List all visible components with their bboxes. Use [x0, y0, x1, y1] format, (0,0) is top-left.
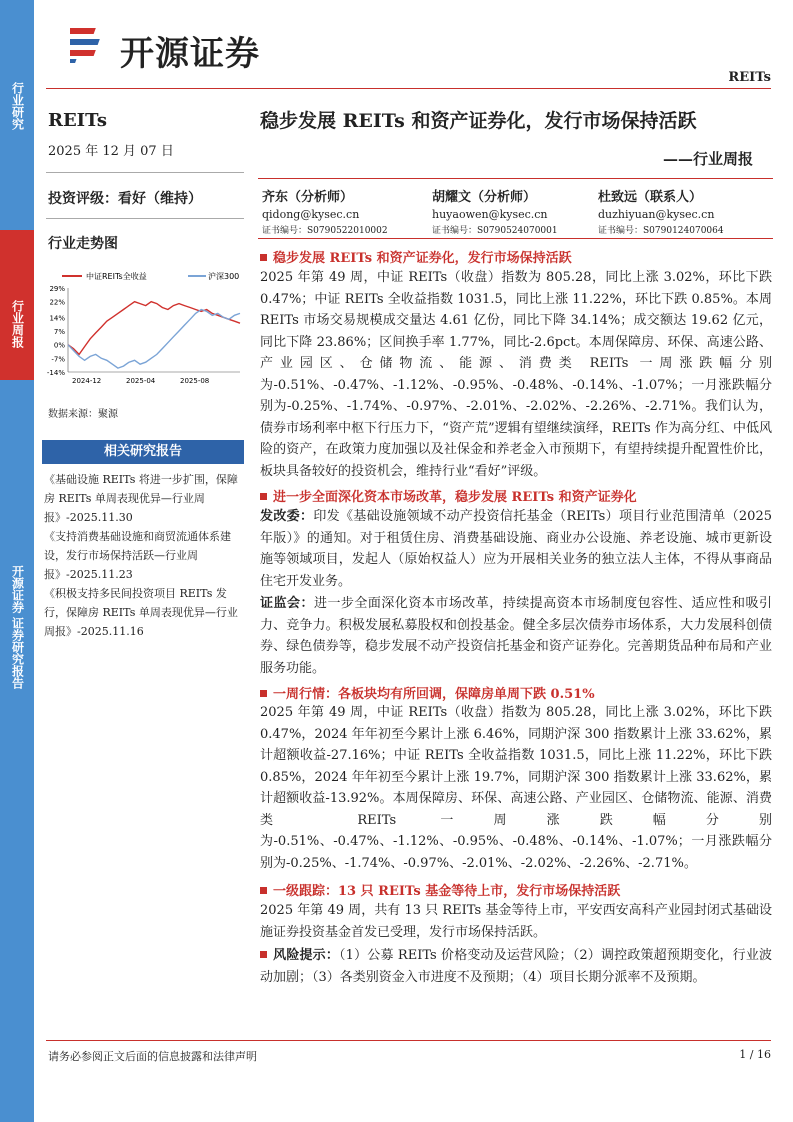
left-divider [46, 218, 244, 219]
footer-disclaimer: 请务必参阅正文后面的信息披露和法律声明 [48, 1050, 257, 1063]
related-reports-heading: 相关研究报告 [42, 440, 244, 464]
bullet-icon [260, 690, 267, 697]
analyst-cert: 证书编号：S0790124070064 [598, 226, 724, 236]
related-reports-list [44, 470, 244, 641]
section-1-body: 2025 年第 49 周，中证 REITs（收盘）指数为 805.28，同比上涨 3.02%，环比下跌 0.47%；中证 REITs 全收益指数 1031.5，同比上涨 11.22%，环比下跌 0.85%。本周 REITs 市场交易规模成交量达 4.61 亿份，同比下降 34.14%；成交额达 19.62 亿元，同比下降 23.86%；区间换手率 1.77%，同比-2.6pct。本周保障房、环保、高速公路、产业园区、仓储物流、能源、消费类 REITs 一周涨跌幅分别为-0.51%、-0.47%、-1.12%、-0.95%、-0.48%、-0.14%、-1.07%；一月涨跌幅分别为-0.25%、-1.74%、-0.97%、-2.01%、-2.02%、-2.26%、-2.71%。我们认为，债券市场利率中枢下行压力下，“资产荒”逻辑有望继续演绎，REITs 作为高分红、中低风险的资产，在政策力度加强以及社保金和养老金入市预期下，有望持续提升配置性价比，板块具备较好的投资机会，维持行业“看好”评级。 [260, 270, 772, 479]
sidebar-industry-research: 行业研究 [10, 82, 25, 130]
legend-label: 沪深300 [208, 272, 240, 281]
x-tick-label: 2025-04 [126, 377, 156, 385]
section-2-ndrc: 发改委：印发《基础设施领域不动产投资信托基金（REITs）项目行业范围清单（2025 年版）》的通知。对于租赁住房、消费基础设施、商业办公设施、养老设施、城市更新设施等领域项目，发起人（原始权益人）应为开展相关业务的独立法人主体，不得从事商品住宅开发业务。 [260, 509, 772, 589]
y-tick-label: 14% [49, 314, 65, 323]
analyst-name: 胡耀文（分析师） [432, 190, 537, 205]
section-heading-4: 一级跟踪：13 只 REITs 基金等待上市，发行市场保持活跃 [260, 880, 772, 899]
left-divider [46, 172, 244, 173]
analyst-card [598, 189, 724, 240]
kaiyuan-logo-icon [70, 22, 116, 66]
x-tick-label: 2025-08 [180, 377, 210, 385]
sector-title: REITs [48, 110, 107, 131]
analyst-card [432, 189, 558, 240]
header-divider [46, 88, 771, 89]
header-category: REITs [728, 70, 771, 85]
section-4-body: 2025 年第 49 周，共有 13 只 REITs 基金等待上市，平安西安高科产业园封闭式基础设施证券投资基金首发已受理，发行市场保持活跃。 [260, 903, 772, 940]
series-line [68, 310, 240, 369]
legend-label: 中证REITs全收益 [86, 272, 147, 281]
trend-chart [40, 268, 250, 396]
brand-name: 开源证券 [120, 34, 260, 74]
report-title: 稳步发展 REITs 和资产证券化，发行市场保持活跃 [260, 110, 697, 132]
y-tick-label: 22% [49, 298, 65, 307]
data-source: 数据来源：聚源 [48, 409, 118, 420]
bullet-icon [260, 254, 267, 261]
analyst-cert: 证书编号：S0790524070001 [432, 226, 558, 236]
related-report-item[interactable]: 《支持消费基础设施和商贸流通体系建设，发行市场保持活跃—行业周报》-2025.11.23 [44, 530, 231, 581]
y-tick-label: -14% [46, 369, 65, 377]
y-tick-label: 7% [53, 327, 65, 336]
bullet-icon [260, 493, 267, 500]
bullet-icon [260, 887, 267, 894]
analyst-card [262, 189, 388, 240]
analyst-email[interactable]: duzhiyuan@kysec.cn [598, 208, 715, 221]
sidebar [0, 0, 34, 1122]
title-divider [258, 178, 773, 179]
y-tick-label: 29% [49, 285, 65, 293]
section-heading-1: 稳步发展 REITs 和资产证券化，发行市场保持活跃 [260, 247, 772, 266]
sidebar-brand: 开源证券 证券研究报告 [10, 565, 25, 690]
x-tick-label: 2024-12 [72, 377, 102, 385]
y-tick-label: -7% [51, 355, 65, 364]
y-tick-label: 0% [53, 341, 65, 350]
footer-divider [46, 1040, 771, 1041]
sidebar-weekly: 行业周报 [10, 300, 25, 348]
section-heading-2: 进一步全面深化资本市场改革，稳步发展 REITs 和资产证券化 [260, 486, 772, 505]
related-report-item[interactable]: 《积极支持多民间投资项目 REITs 发行，保障房 REITs 单周表现优异—行业周报》-2025.11.16 [44, 587, 238, 638]
risk-warning: 风险提示：（1）公募 REITs 价格变动及运营风险；（2）调控政策超预期变化，行业波动加剧；（3）各类别资金入市进度不及预期；（4）项目长期分派率不及预期。 [260, 948, 772, 985]
report-date: 2025 年 12 月 07 日 [48, 144, 174, 159]
analyst-name: 齐东（分析师） [262, 190, 354, 205]
trend-title: 行业走势图 [48, 236, 118, 252]
analyst-name: 杜致远（联系人） [598, 190, 703, 205]
series-line [68, 302, 240, 355]
bullet-icon [260, 951, 267, 958]
analyst-email[interactable]: qidong@kysec.cn [262, 208, 360, 221]
section-heading-3: 一周行情：各板块均有所回调，保障房单周下跌 0.51% [260, 683, 772, 702]
investment-rating: 投资评级：看好（维持） [48, 191, 202, 207]
section-3-body: 2025 年第 49 周，中证 REITs（收盘）指数为 805.28，同比上涨 3.02%，环比下跌 0.47%，2024 年年初至今累计上涨 6.46%，同期沪深 300 指数累计上涨 33.62%，累计超额收益-27.16%；中证 REITs 全收益指数 1031.5，同比上涨 11.22%，环比下跌 0.85%，2024 年年初至今累计上涨 19.7%，同期沪深 300 指数累计上涨 33.62%，累计超额收益-13.92%。本周保障房、环保、高速公路、产业园区、仓储物流、能源、消费类 REITs 一周涨跌幅分别为-0.51%、-0.47%、-1.12%、-0.95%、-0.48%、-0.14%、-1.07%；一月涨跌幅分别为-0.25%、-1.74%、-0.97%、-2.01%、-2.02%、-2.26%、-2.71%。 [260, 705, 772, 871]
analyst-divider [258, 238, 773, 239]
section-2-csrc: 证监会：进一步全面深化资本市场改革，持续提高资本市场制度包容性、适应性和吸引力、竞争力。积极发展私募股权和创投基金。健全多层次债券市场体系，大力发展科创债券、绿色债券等，稳步发展不动产投资信托基金和资产证券化。完善期货品种布局和产业服务功能。 [260, 596, 772, 676]
analyst-email[interactable]: huyaowen@kysec.cn [432, 208, 548, 221]
analyst-cert: 证书编号：S0790522010002 [262, 226, 388, 236]
related-report-item[interactable]: 《基础设施 REITs 将进一步扩围，保障房 REITs 单周表现优异—行业周报》-2025.11.30 [44, 473, 238, 524]
report-subtitle: ——行业周报 [662, 150, 753, 168]
page-number: 1 / 16 [739, 1048, 771, 1061]
